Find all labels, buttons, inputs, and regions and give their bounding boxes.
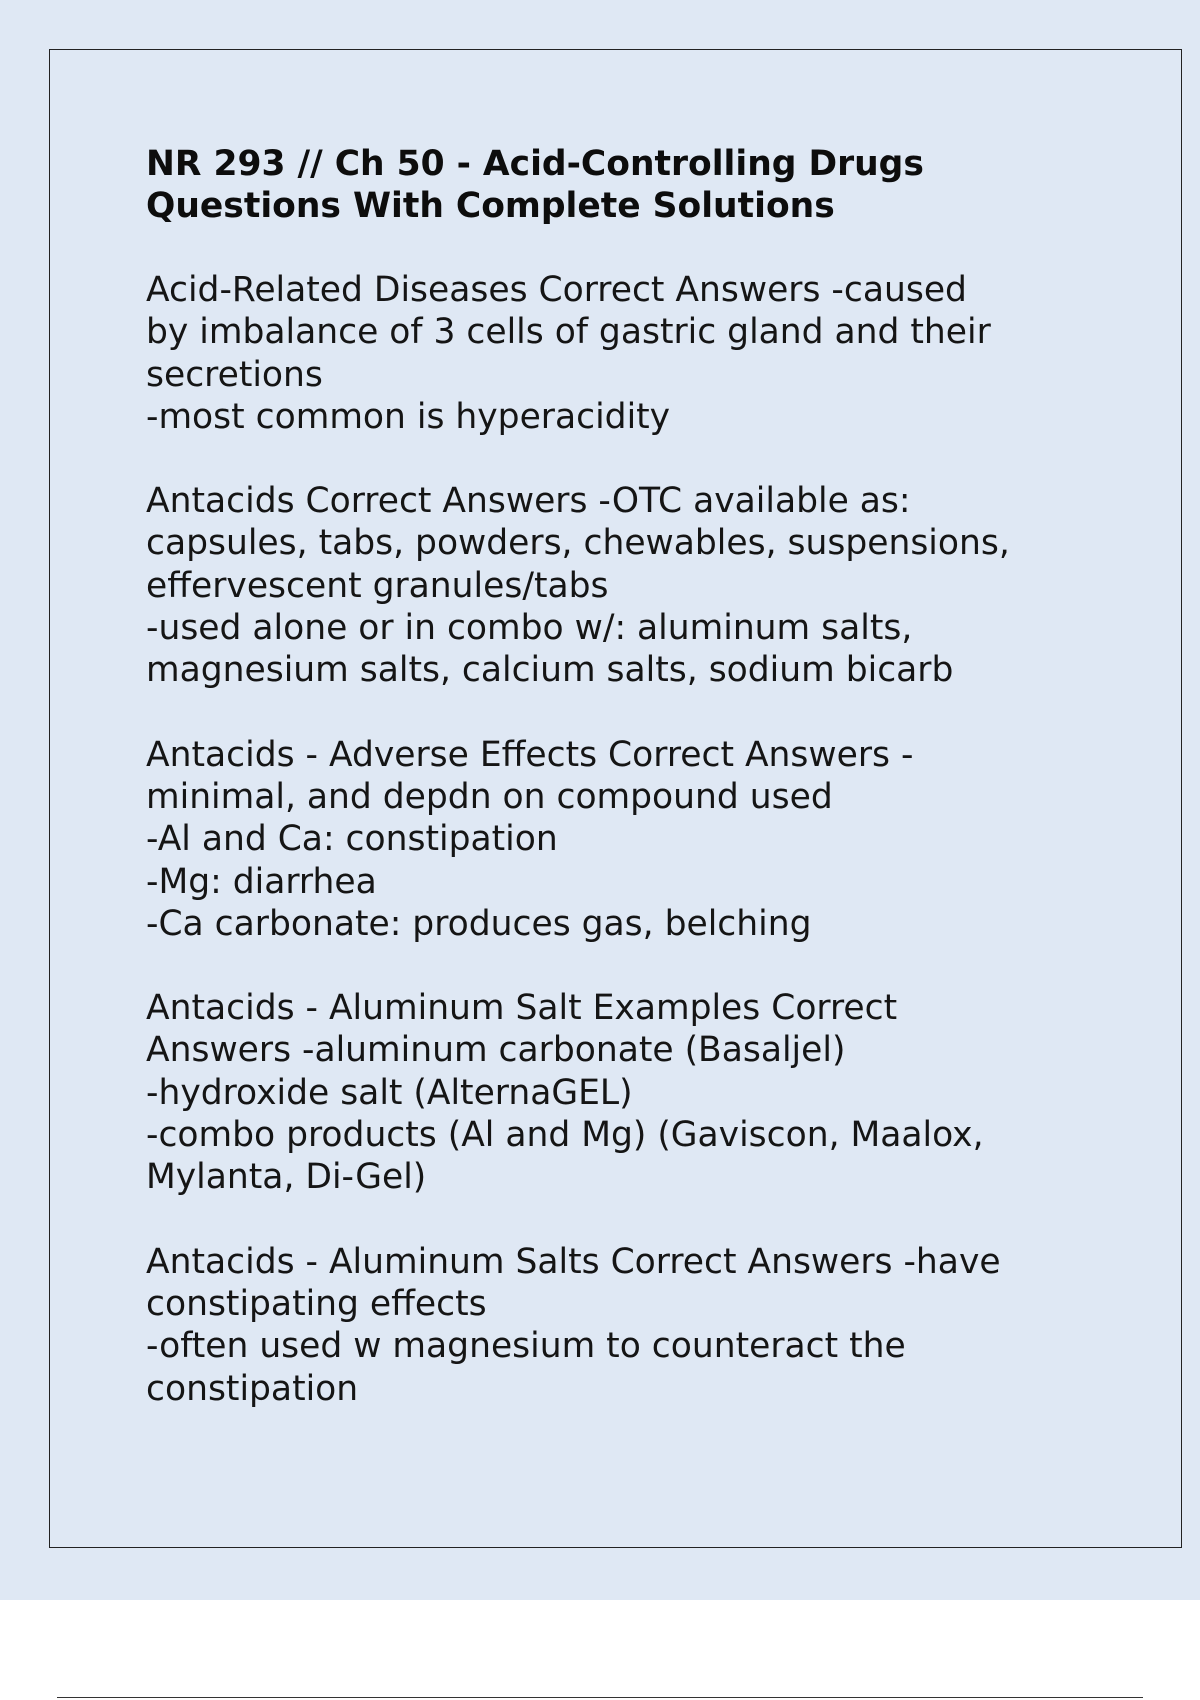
qa-entry-acid-related-diseases (146, 269, 1106, 438)
entry-line: effervescent granules/tabs (146, 565, 609, 606)
qa-entry-aluminum-salt-examples (146, 987, 1106, 1198)
document-title (146, 143, 1106, 227)
entry-line: -hydroxide salt (AlternaGEL) (146, 1072, 633, 1113)
entry-line: -Ca carbonate: produces gas, belching (146, 903, 812, 944)
qa-entry-antacids-adverse-effects (146, 734, 1106, 945)
footer-divider (57, 1697, 1143, 1698)
title-line: Questions With Complete Solutions (146, 186, 835, 226)
entry-line: constipation (146, 1368, 359, 1409)
entry-line: Answers -aluminum carbonate (Basaljel) (146, 1030, 846, 1071)
entry-line: Antacids - Adverse Effects Correct Answers - (146, 734, 914, 775)
entry-line: minimal, and depdn on compound used (146, 776, 833, 817)
qa-entry-antacids (146, 480, 1106, 691)
entry-line: Antacids - Aluminum Salts Correct Answers -have (146, 1241, 1001, 1282)
qa-entry-aluminum-salts (146, 1241, 1106, 1410)
entry-line: -Al and Ca: constipation (146, 819, 558, 860)
entry-line: -Mg: diarrhea (146, 861, 377, 902)
entry-line: -combo products (Al and Mg) (Gaviscon, Maalox, (146, 1115, 984, 1156)
entry-line: Antacids Correct Answers -OTC available as: (146, 481, 911, 522)
entry-line: Antacids - Aluminum Salt Examples Correct (146, 988, 898, 1029)
entry-line: secretions (146, 354, 323, 395)
entry-line: constipating effects (146, 1283, 487, 1324)
entry-line: Acid-Related Diseases Correct Answers -caused (146, 270, 967, 310)
entry-line: magnesium salts, calcium salts, sodium bicarb (146, 650, 954, 691)
entry-line: -most common is hyperacidity (146, 396, 671, 437)
entry-line: capsules, tabs, powders, chewables, suspensions, (146, 523, 1010, 564)
entry-line: -often used w magnesium to counteract the (146, 1326, 906, 1367)
entry-line: by imbalance of 3 cells of gastric gland and their (146, 312, 991, 353)
title-line: NR 293 // Ch 50 - Acid-Controlling Drugs (146, 144, 924, 184)
entry-line: -used alone or in combo w/: aluminum salts, (146, 608, 913, 649)
entry-line: Mylanta, Di-Gel) (146, 1157, 427, 1198)
document-content (146, 143, 1106, 1452)
